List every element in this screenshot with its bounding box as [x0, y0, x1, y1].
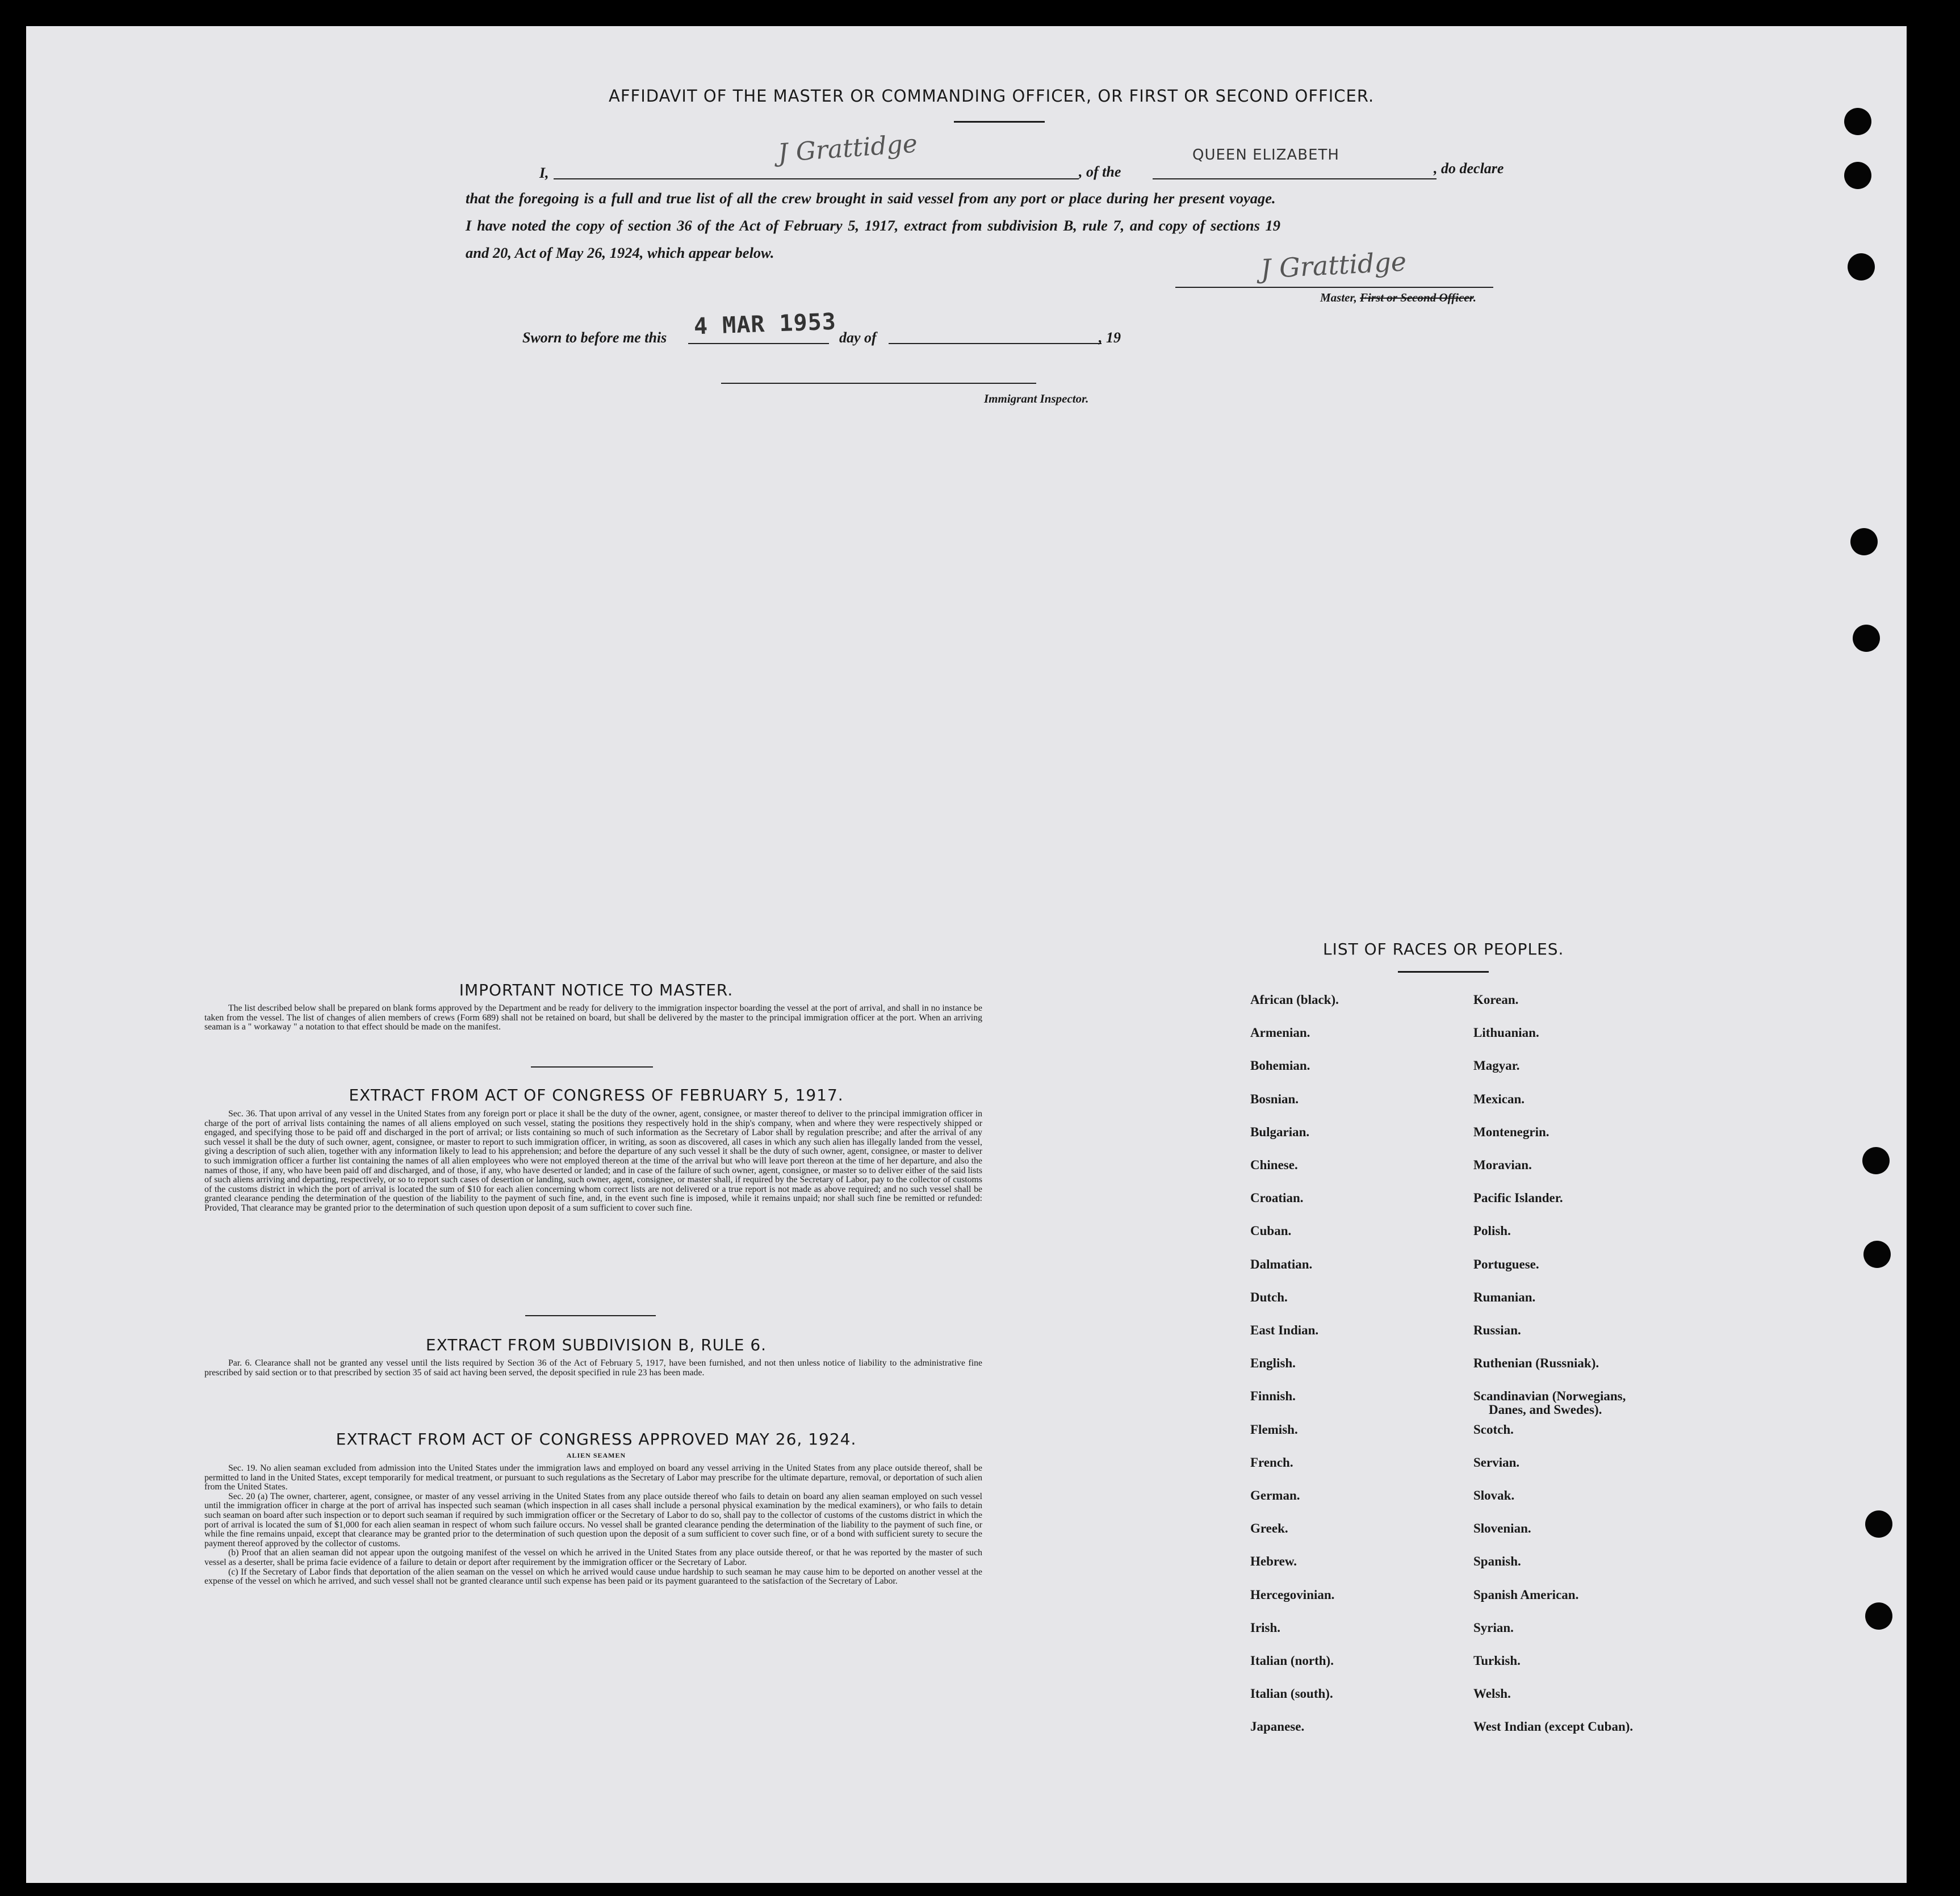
race-item: Bohemian. [1250, 1058, 1310, 1073]
affidavit-line-1: that the foregoing is a full and true list of all the crew brought in said vessel from any port or place during her present voyage. [466, 190, 1276, 207]
sworn-date-line [688, 343, 829, 344]
race-item: Korean. [1473, 993, 1519, 1007]
race-item: East Indian. [1250, 1323, 1319, 1337]
binder-hole [1844, 162, 1871, 189]
race-item: Slovenian. [1473, 1521, 1531, 1536]
master-signature-line [1175, 287, 1493, 288]
race-item: Greek. [1250, 1521, 1288, 1536]
sec-19-text: Sec. 19. No alien seaman excluded from admission into the United States under the immigration laws and employed on board any vessel arriving in the United States from any place outside thereof, shall be permitted to land in the United States, except temporarily for medical treatment, or pursuant to such regulations as the Secretary of Labor may prescribe for the ultimate departure, removal, or deportation of such alien from the United States. [204, 1463, 982, 1492]
affidavit-line-2: I have noted the copy of section 36 of the Act of February 5, 1917, extract from subdivision B, rule 7, and copy of sections 19 [466, 217, 1281, 234]
document-page [26, 26, 1907, 1883]
master-title [1320, 291, 1476, 305]
race-item: Moravian. [1473, 1158, 1532, 1172]
extract-1917-divider [525, 1315, 656, 1316]
binder-hole [1865, 1510, 1892, 1538]
race-item: Scotch. [1473, 1422, 1514, 1437]
extract-subdivision-text: Par. 6. Clearance shall not be granted any vessel until the lists required by Section 36 of the Act of February 5, 1917, have been furnished, and not then unless notice of liability to the administrative fine prescribed by said section or to that prescribed by section 35 of said act having been served, the deposit specified in rule 23 has been made. [204, 1358, 982, 1378]
sec-20a-text: Sec. 20 (a) The owner, charterer, agent, consignee, or master of any vessel arriving in the United States from any place outside thereof who fails to detain on board any alien seaman employed on such vessel until the immigration officer in charge at the port of arrival has inspected such seaman (which inspection in all cases shall include a personal physical examination by the medical examiners), or who fails to detain such seaman on board after such inspection or to deport such seaman if required by such immigration officer or the Secretary of Labor to do so, shall pay to the collector of customs of the customs district in which the port of arrival is located the sum of $1,000 for each alien seaman in respect of whom such failure occurs. No vessel shall be granted clearance pending the determination of the liability to the payment of such fine, or while the fine remains unpaid, except that clearance may be granted prior to the determination of such question upon the deposit of a sum sufficient to cover such fine, or of a bond with sufficient surety to secure the payment thereof approved by the collector of customs. [204, 1491, 982, 1548]
race-item: Armenian. [1250, 1026, 1310, 1040]
race-item: Servian. [1473, 1455, 1520, 1470]
binder-hole [1853, 625, 1880, 652]
race-item: Bosnian. [1250, 1091, 1299, 1106]
race-item: Irish. [1250, 1620, 1281, 1635]
race-item: Hebrew. [1250, 1554, 1297, 1569]
alien-seamen-subtitle: ALIEN SEAMEN [566, 1451, 626, 1459]
race-item: Japanese. [1250, 1719, 1305, 1734]
races-title: LIST OF RACES OR PEOPLES. [1323, 940, 1564, 959]
race-item: Italian (south). [1250, 1686, 1333, 1701]
race-item: Welsh. [1473, 1686, 1511, 1701]
vessel-line [1153, 178, 1437, 179]
extract-subdivision-title: EXTRACT FROM SUBDIVISION B, RULE 6. [425, 1336, 767, 1354]
inspector-label: Immigrant Inspector. [984, 392, 1089, 405]
race-item: Slovak. [1473, 1488, 1515, 1502]
binder-hole [1844, 108, 1871, 135]
extract-1924-body [204, 1464, 982, 1587]
race-item: French. [1250, 1455, 1293, 1470]
binder-hole [1865, 1602, 1892, 1630]
race-item: West Indian (except Cuban). [1473, 1719, 1634, 1734]
date-stamp: 4 MAR 1953 [693, 308, 837, 340]
race-item: Chinese. [1250, 1158, 1298, 1172]
binder-hole [1862, 1147, 1890, 1174]
binder-hole [1850, 528, 1878, 555]
title-underline [954, 121, 1045, 123]
notice-divider [531, 1066, 653, 1068]
sworn-label: Sworn to before me this [522, 329, 667, 346]
race-item: Spanish American. [1473, 1587, 1579, 1602]
race-item: Magyar. [1473, 1058, 1520, 1073]
race-item: Dalmatian. [1250, 1257, 1313, 1271]
race-item: Italian (north). [1250, 1654, 1334, 1668]
affidavit-title: AFFIDAVIT OF THE MASTER OR COMMANDING OFFICER, OR FIRST OR SECOND OFFICER. [609, 86, 1375, 106]
extract-1917-text: Sec. 36. That upon arrival of any vessel in the United States from any foreign port or place it shall be the duty of the owner, agent, consignee, or master thereof to deliver to the principal immigration officer in charge of the port of arrival lists containing the names of all aliens employed on such vessel, stating the positions they respectively hold in the ship's company, when and where they were respectively shipped or engaged, and specifying those to be paid off and discharged in the port of arrival; or lists containing so much of such information as the Secretary of Labor shall by regulation prescribe; and after the arrival of any such vessel it shall be the duty of such owner, agent, consignee, or master to report to such immigration officer, in writing, as soon as discovered, all cases in which any such alien has illegally landed from the vessel, giving a description of such alien, together with any information likely to lead to his apprehension; and before the departure of any such vessel it shall be the duty of such owner, agent, consignee, or master to deliver to such immigration officer a further list containing the names of all alien employees who were not employed thereon at the time of the arrival but who will leave port thereon at the time of her departure, and also the names of those, if any, who have been paid off and discharged, and of those, if any, who have deserted or landed; and in case of the failure of such owner, agent, consignee, or master so to deliver either of the said lists of such aliens arriving and departing, respectively, or so to report such cases of desertion or landing, such owner, agent, consignee, or master shall, if required by the Secretary of Labor, pay to the collector of customs of the customs district in which the port of arrival is located the sum of $10 for each alien concerning whom correct lists are not delivered or a true report is not made as above required; and no such vessel shall be granted clearance pending the determination of the question of the liability to the payment of such fine, and, in the event such fine is imposed, while it remains unpaid; nor shall such fine be remitted or refunded: Provided, That clearance may be granted prior to the determination of such question upon deposit of a sum sufficient to cover such fine. [204, 1109, 982, 1213]
inspector-line [721, 383, 1036, 384]
race-item: African (black). [1250, 993, 1339, 1007]
race-item: English. [1250, 1356, 1296, 1371]
sec-20c-text: (c) If the Secretary of Labor finds that deportation of the alien seaman on the vessel on which he arrived would cause undue hardship to such seaman he may cause him to be deported on another vessel at the expense of the vessel on which he arrived, and such vessel shall not be granted clearance until such expense has been paid or its payment guaranteed to the satisfaction of the Secretary of Labor. [204, 1567, 982, 1587]
month-line [889, 343, 1102, 344]
race-item: Turkish. [1473, 1654, 1521, 1668]
race-item: Portuguese. [1473, 1257, 1539, 1271]
of-the-label: , of the [1079, 164, 1121, 180]
extract-1917-title: EXTRACT FROM ACT OF CONGRESS OF FEBRUARY 5, 1917. [349, 1086, 844, 1104]
race-item: Hercegovinian. [1250, 1587, 1335, 1602]
notice-title: IMPORTANT NOTICE TO MASTER. [459, 981, 734, 999]
race-item: Rumanian. [1473, 1290, 1536, 1304]
race-item: Spanish. [1473, 1554, 1521, 1569]
race-item: Mexican. [1473, 1091, 1525, 1106]
race-item: Polish. [1473, 1224, 1511, 1238]
extract-1924-title: EXTRACT FROM ACT OF CONGRESS APPROVED MAY 26, 1924. [336, 1430, 857, 1449]
binder-hole [1863, 1241, 1891, 1268]
race-item: Syrian. [1473, 1620, 1514, 1635]
affidavit-line-3: and 20, Act of May 26, 1924, which appear below. [466, 244, 774, 261]
race-item: Lithuanian. [1473, 1026, 1539, 1040]
race-item: Bulgarian. [1250, 1124, 1310, 1139]
race-item: Russian. [1473, 1323, 1521, 1337]
binder-hole [1848, 253, 1875, 281]
sec-20b-text: (b) Proof that an alien seaman did not appear upon the outgoing manifest of the vessel on which he arrived in the United States from any place outside thereof, or that he was reported by the master of such vessel as a deserter, shall be prima facie evidence of a failure to detain or deport after requirement by the immigration officer or the Secretary of Labor. [204, 1548, 982, 1567]
race-continuation: Danes, and Swedes). [1489, 1403, 1602, 1417]
do-declare-label: , do declare [1434, 160, 1504, 177]
race-item: Montenegrin. [1473, 1124, 1549, 1139]
races-title-underline [1398, 971, 1489, 973]
notice-text: The list described below shall be prepared on blank forms approved by the Department and be ready for delivery to the immigration inspector boarding the vessel at the port of arrival, and shall in no instance be taken from the vessel. The list of changes of alien members of crews (Form 689) shall not be retained on board, but shall be delivered by the master to the principal immigration officer at the port. When an arriving seaman is a " workaway " a notation to that effect should be made on the manifest. [204, 1003, 982, 1032]
master-label: Master, [1320, 291, 1357, 304]
race-item: Cuban. [1250, 1224, 1292, 1238]
race-item: Pacific Islander. [1473, 1191, 1563, 1206]
master-end: . [1473, 291, 1476, 304]
race-item: German. [1250, 1488, 1300, 1502]
race-item: Dutch. [1250, 1290, 1288, 1304]
race-item: Croatian. [1250, 1191, 1304, 1206]
name-line [554, 178, 1079, 179]
day-of-label: day of [839, 329, 877, 346]
race-item: Flemish. [1250, 1422, 1298, 1437]
vessel-name: QUEEN ELIZABETH [1192, 147, 1339, 164]
master-signature-2: J Grattidge [1259, 246, 1408, 284]
race-item: Finnish. [1250, 1389, 1296, 1404]
year-suffix: , 19 [1099, 329, 1121, 346]
race-item: Ruthenian (Russniak). [1473, 1356, 1599, 1371]
i-label: I, [539, 165, 549, 181]
race-item: Scandinavian (Norwegians, [1473, 1389, 1626, 1404]
struck-officer-text: First or Second Officer [1360, 291, 1473, 304]
master-signature-1: J Grattidge [777, 129, 919, 168]
